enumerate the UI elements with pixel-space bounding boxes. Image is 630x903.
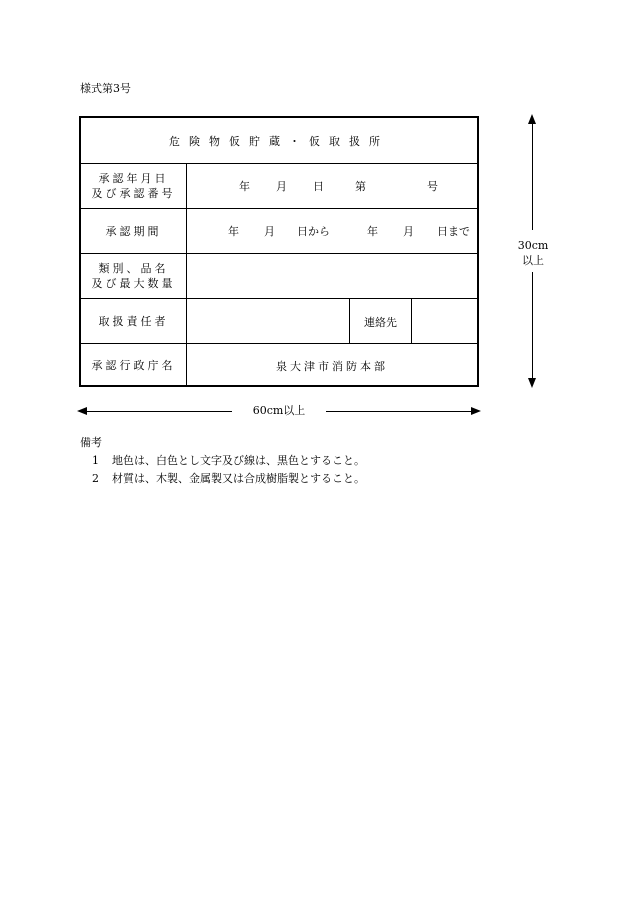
width-arrow-line-left xyxy=(87,411,232,412)
category-content xyxy=(187,254,477,298)
authority-label-line1: 承認行政庁名 xyxy=(91,359,176,372)
note-number: 1 xyxy=(92,454,99,467)
responsible-person-label-line1: 取扱責任者 xyxy=(98,314,169,328)
period-to-year: 年 xyxy=(367,225,378,238)
contact-divider-right xyxy=(411,299,412,343)
approval-number-suffix: 号 xyxy=(427,180,438,193)
approval-period-label xyxy=(81,209,187,253)
notes-heading: 備考 xyxy=(80,436,102,449)
authority-name: 泉大津市消防本部 xyxy=(276,359,388,373)
category-label xyxy=(81,254,187,298)
category-row xyxy=(81,253,477,298)
width-arrow-right-icon xyxy=(469,406,481,416)
period-from-year: 年 xyxy=(228,225,239,238)
category-label-line1: 類別、品名 xyxy=(98,262,169,275)
approval-date-label xyxy=(81,164,187,208)
authority-label xyxy=(81,344,187,387)
responsible-person-row xyxy=(81,298,477,343)
approval-day: 日 xyxy=(313,180,324,193)
approval-date-content xyxy=(187,164,477,208)
period-to-month: 月 xyxy=(403,225,414,238)
height-arrow-line-bottom xyxy=(532,272,533,378)
height-arrow-down-icon xyxy=(527,376,537,388)
authority-row xyxy=(81,343,477,387)
period-from-month: 月 xyxy=(264,225,275,238)
note-item xyxy=(80,470,365,488)
responsible-person-label xyxy=(81,299,187,343)
width-arrow-line-right xyxy=(326,411,471,412)
period-from-day: 日から xyxy=(297,225,330,238)
approval-date-row xyxy=(81,163,477,208)
height-dimension-qualifier: 以上 xyxy=(522,254,544,267)
period-to-day: 日まで xyxy=(437,225,470,238)
approval-period-label-line1: 承認期間 xyxy=(105,224,162,238)
notes-section xyxy=(80,434,365,488)
approval-number-prefix: 第 xyxy=(355,180,366,193)
approval-year: 年 xyxy=(239,180,250,193)
note-number: 2 xyxy=(92,472,99,485)
note-text: 材質は、木製、金属製又は合成樹脂製とすること。 xyxy=(112,472,365,485)
approval-month: 月 xyxy=(276,180,287,193)
category-label-line2: 及び最大数量 xyxy=(91,277,176,290)
height-arrow-line-top xyxy=(532,124,533,230)
form-number: 様式第3号 xyxy=(80,82,131,95)
approval-period-content xyxy=(187,209,477,253)
approval-date-label-line1: 承認年月日 xyxy=(98,172,169,185)
sign-title-row xyxy=(81,118,477,163)
sign-table xyxy=(79,116,479,387)
note-item xyxy=(80,452,365,470)
sign-title: 危険物仮貯蔵・仮取扱所 xyxy=(169,134,389,148)
note-text: 地色は、白色とし文字及び線は、黒色とすること。 xyxy=(112,454,365,467)
approval-period-row xyxy=(81,208,477,253)
contact-label: 連絡先 xyxy=(364,316,397,329)
approval-date-label-line2: 及び承認番号 xyxy=(91,187,176,200)
height-dimension xyxy=(512,238,554,268)
contact-divider-left xyxy=(349,299,350,343)
height-dimension-value: 30cm xyxy=(517,239,549,252)
width-dimension: 60cm以上 xyxy=(252,404,306,417)
